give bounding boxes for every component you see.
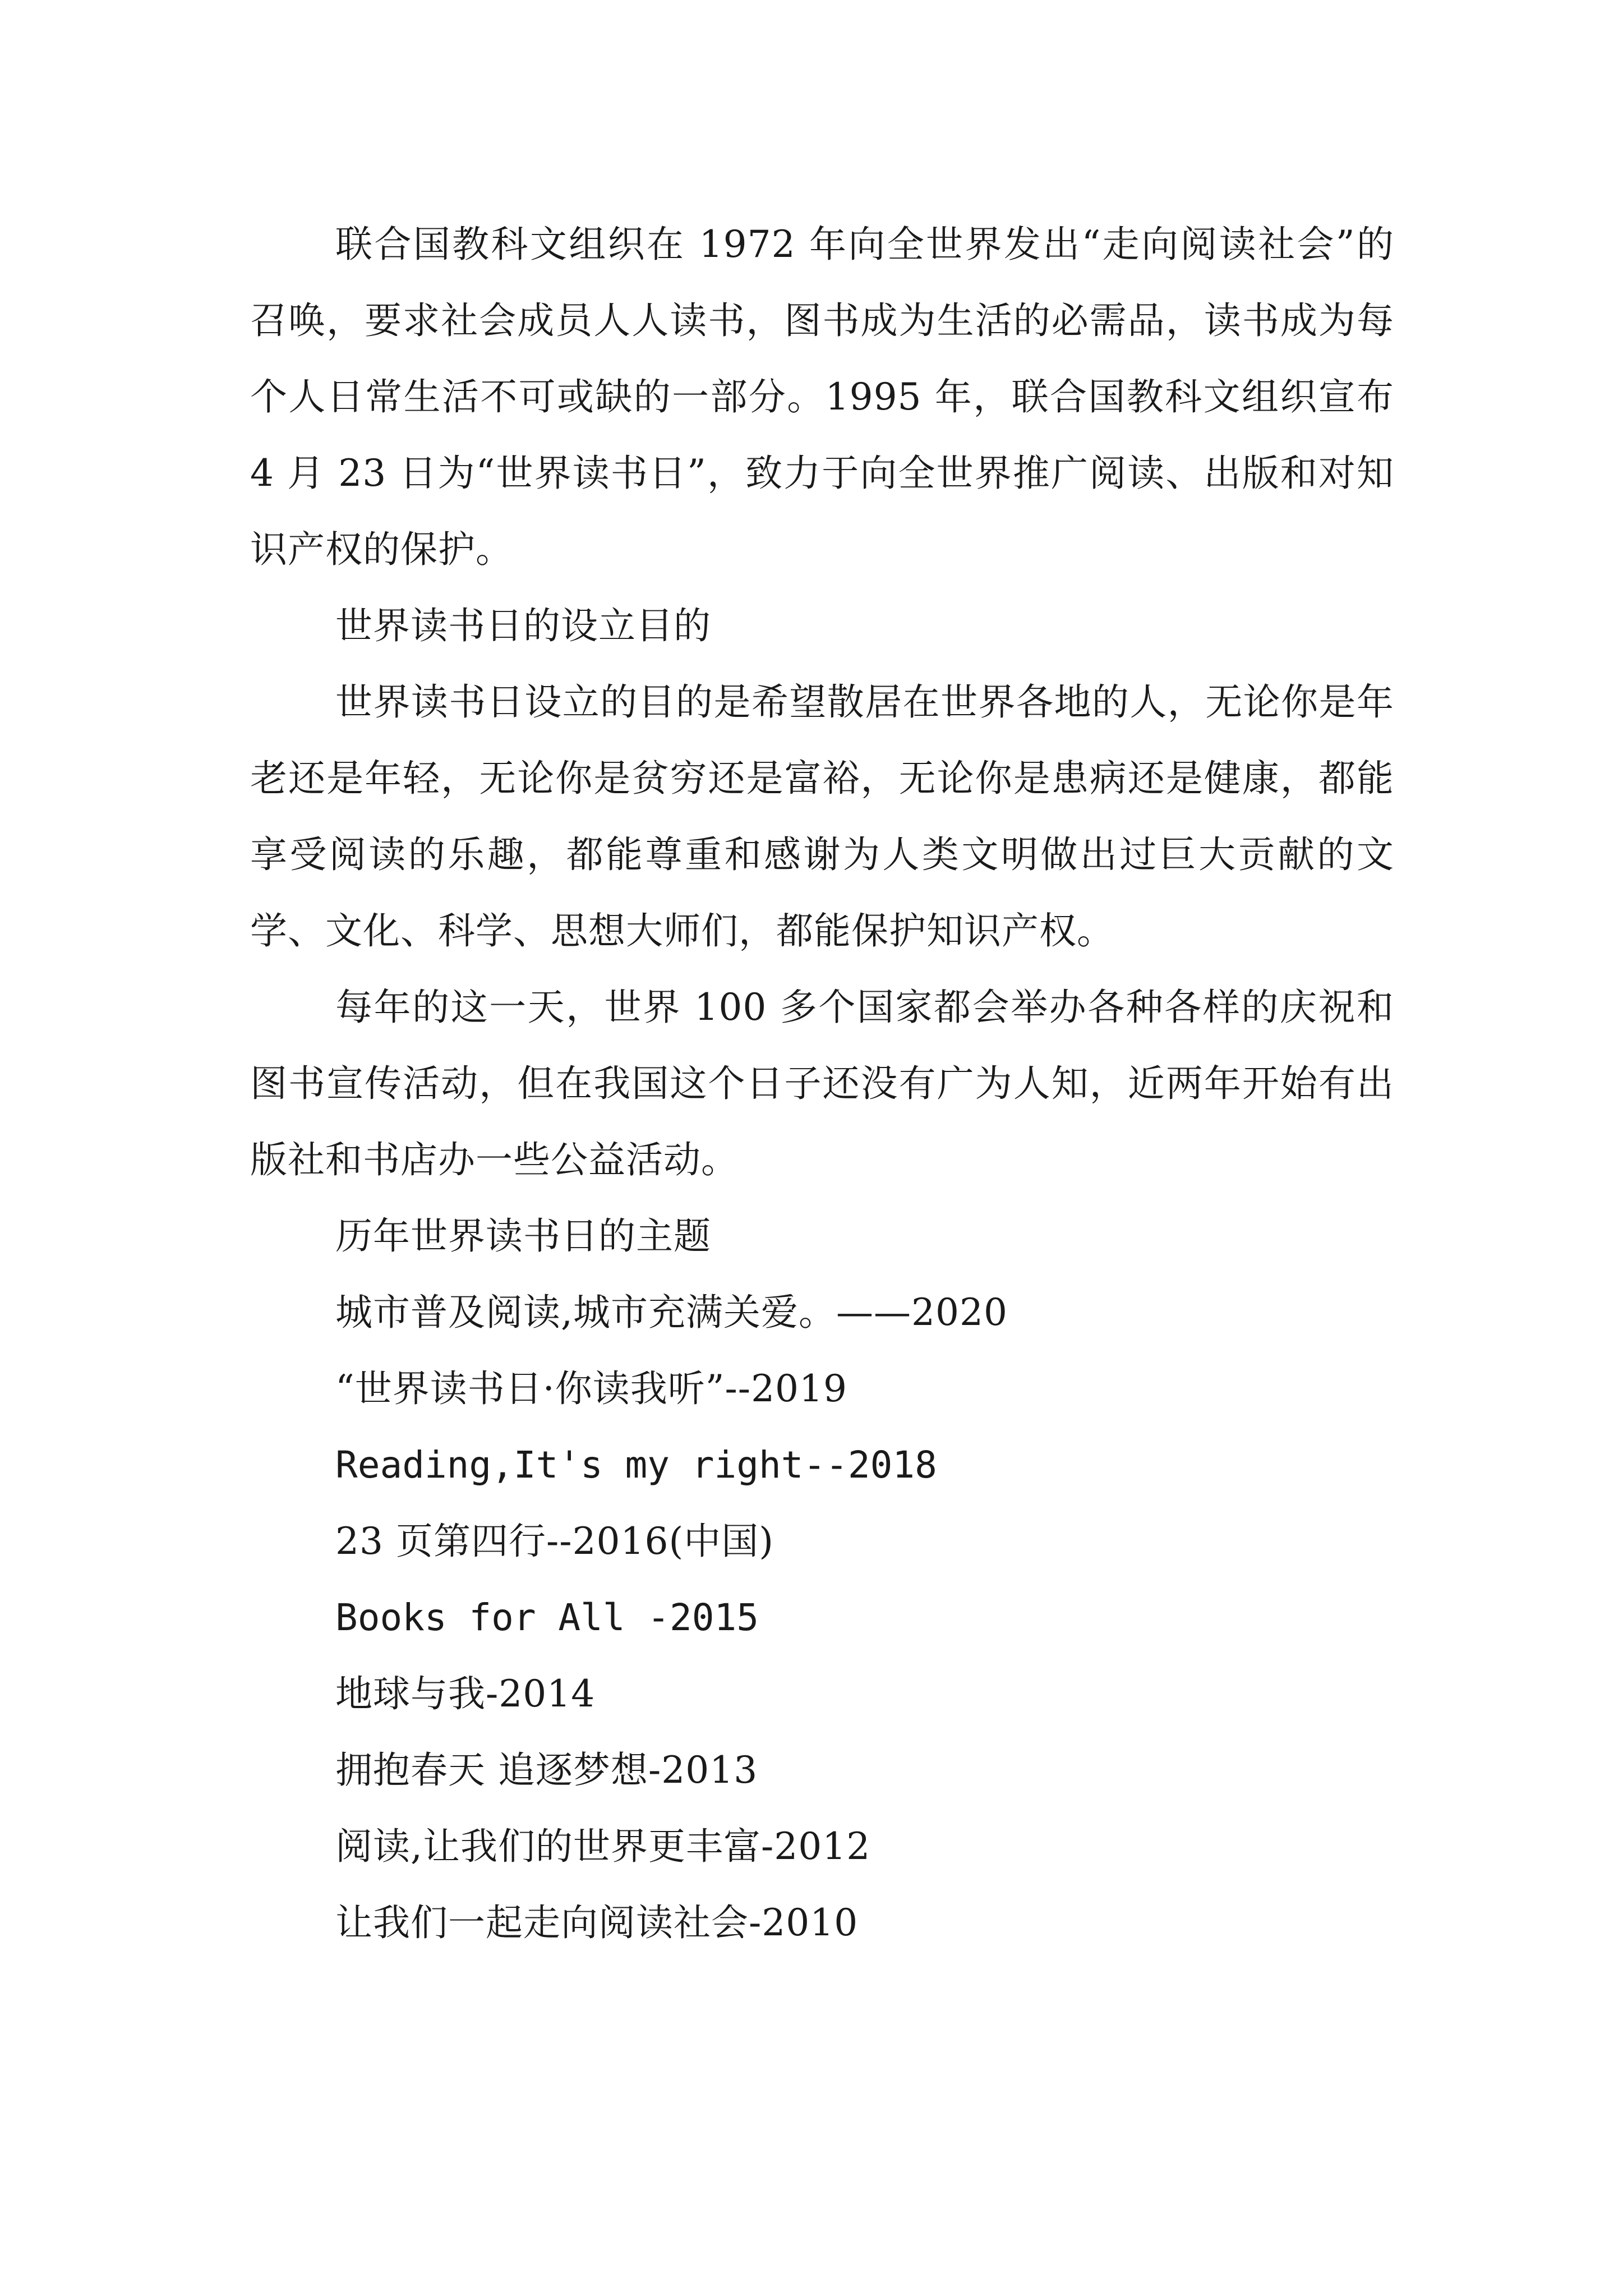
celebration-paragraph: 每年的这一天，世界 100 多个国家都会举办各种各样的庆祝和图书宣传活动，但在我国这个日子还没有广为人知，近两年开始有出版社和书店办一些公益活动。 bbox=[250, 986, 1394, 1181]
document-body bbox=[250, 206, 1394, 1961]
theme-item-2020: 城市普及阅读,城市充满关爱。——2020 bbox=[335, 1291, 1008, 1334]
theme-item-2015: Books for All -2015 bbox=[335, 1596, 759, 1639]
purpose-paragraph: 世界读书日设立的目的是希望散居在世界各地的人，无论你是年老还是年轻，无论你是贫穷还是富裕，无论你是患病还是健康，都能享受阅读的乐趣，都能尊重和感谢为人类文明做出过巨大贡献的文学、文化、科学、思想大师们，都能保护知识产权。 bbox=[250, 680, 1394, 953]
theme-item-2010: 让我们一起走向阅读社会-2010 bbox=[335, 1901, 859, 1944]
theme-item-2013: 拥抱春天 追逐梦想-2013 bbox=[335, 1749, 758, 1792]
theme-item-2012: 阅读,让我们的世界更丰富-2012 bbox=[335, 1825, 871, 1868]
themes-heading: 历年世界读书日的主题 bbox=[335, 1214, 711, 1258]
purpose-heading: 世界读书日的设立目的 bbox=[335, 604, 711, 647]
theme-item-2019: “世界读书日·你读我听”--2019 bbox=[335, 1367, 848, 1410]
theme-item-2016: 23 页第四行--2016(中国) bbox=[335, 1520, 774, 1563]
intro-paragraph: 联合国教科文组织在 1972 年向全世界发出“走向阅读社会”的召唤，要求社会成员人人读书，图书成为生活的必需品，读书成为每个人日常生活不可或缺的一部分。1995 年，联合国教科文组织宣布 4 月 23 日为“世界读书日”，致力于向全世界推广阅读、出版和对知识产权的保护。 bbox=[250, 223, 1394, 571]
themes-list bbox=[250, 1274, 1394, 1961]
theme-item-2014: 地球与我-2014 bbox=[335, 1672, 596, 1715]
theme-item-2018: Reading,It's my right--2018 bbox=[335, 1443, 937, 1487]
